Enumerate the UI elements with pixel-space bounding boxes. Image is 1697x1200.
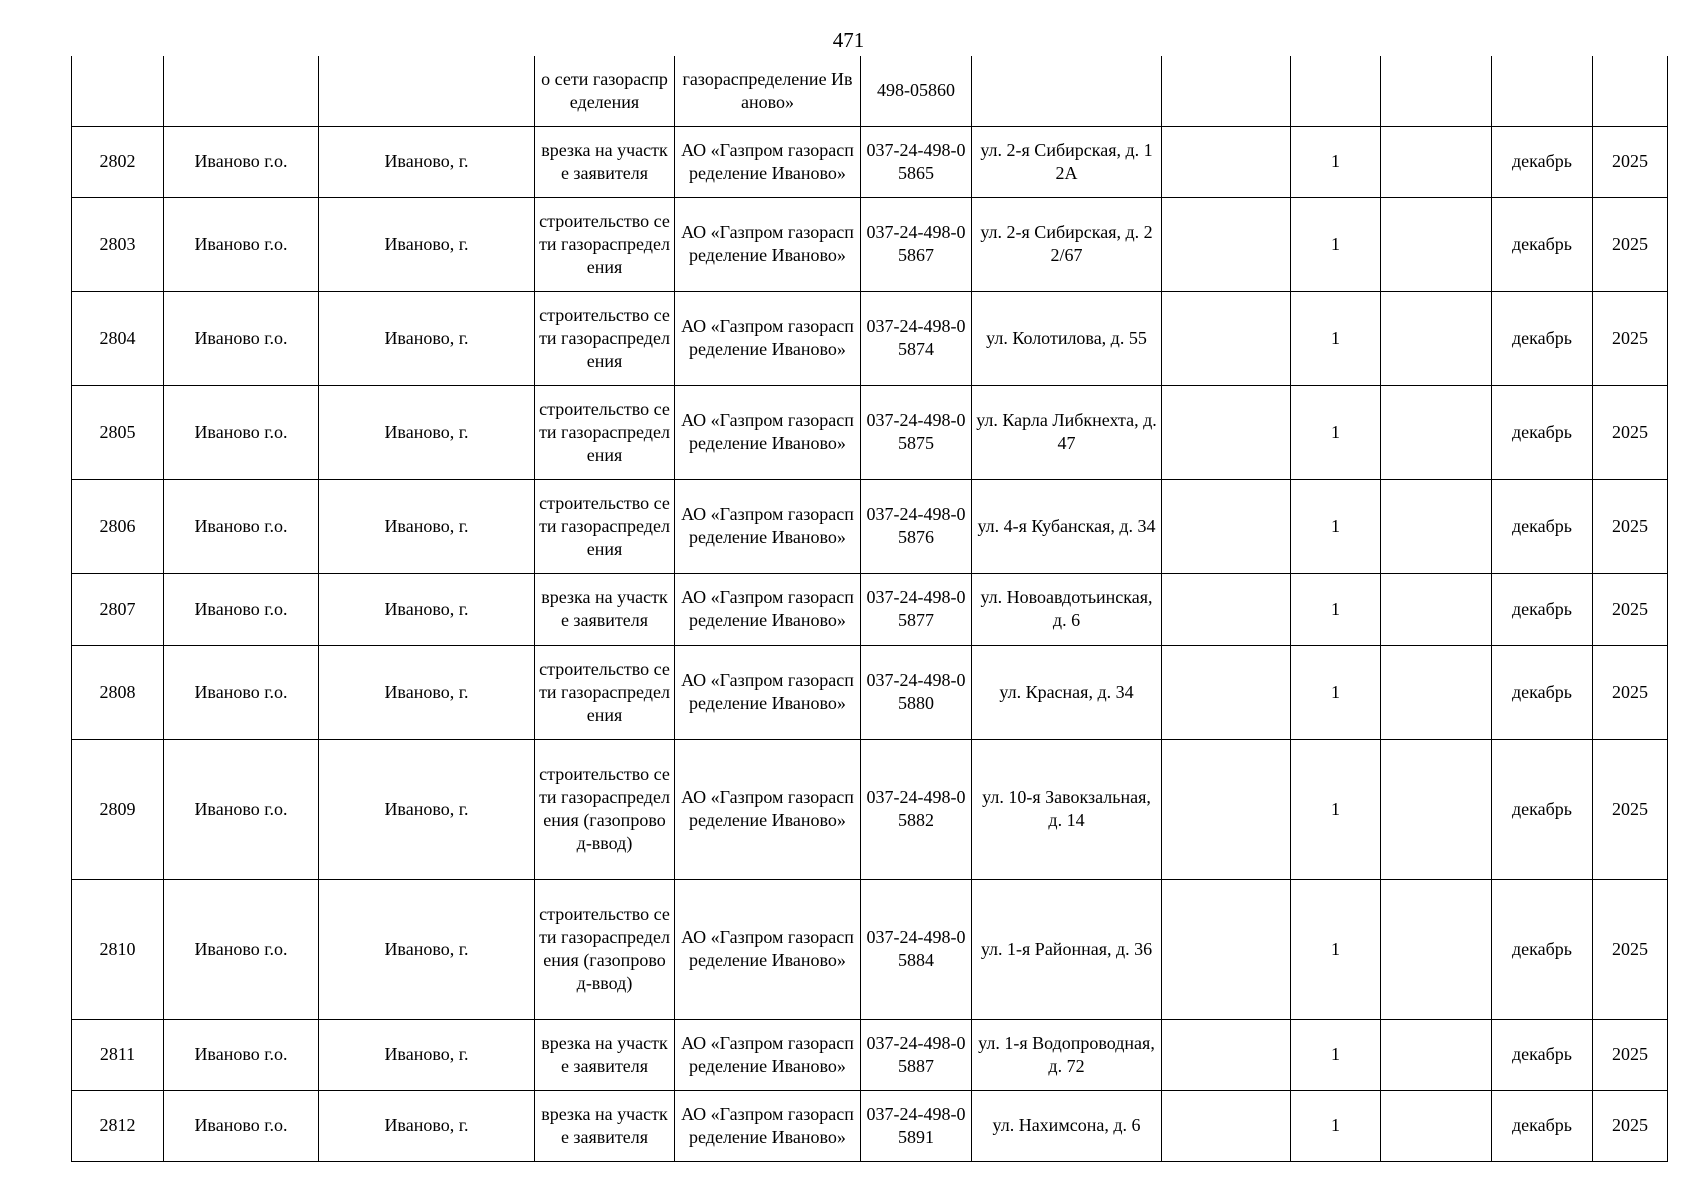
cell-month <box>1492 56 1593 126</box>
cell-col8 <box>1162 197 1291 291</box>
cell-organization: АО «Газпром газораспределение Иваново» <box>675 291 861 385</box>
cell-quantity: 1 <box>1291 879 1381 1019</box>
cell-quantity: 1 <box>1291 126 1381 197</box>
cell-organization: АО «Газпром газораспределение Иваново» <box>675 573 861 645</box>
cell-address: ул. Нахимсона, д. 6 <box>972 1090 1162 1161</box>
cell-district: Иваново г.о. <box>164 879 319 1019</box>
cell-district: Иваново г.о. <box>164 573 319 645</box>
cell-year: 2025 <box>1593 573 1668 645</box>
cell-work-type: строительство сети газораспределения <box>535 197 675 291</box>
cell-quantity: 1 <box>1291 739 1381 879</box>
cell-col10 <box>1381 739 1492 879</box>
cell-settlement: Иваново, г. <box>319 1090 535 1161</box>
cell-quantity: 1 <box>1291 645 1381 739</box>
cell-address: ул. 10-я Завокзальная, д. 14 <box>972 739 1162 879</box>
cell-district: Иваново г.о. <box>164 479 319 573</box>
cell-quantity: 1 <box>1291 385 1381 479</box>
cell-work-type: строительство сети газораспределения (газопровод-ввод) <box>535 879 675 1019</box>
table-row <box>72 739 1668 879</box>
cell-number: 2806 <box>72 479 164 573</box>
table-row <box>72 1090 1668 1161</box>
cell-work-type: врезка на участке заявителя <box>535 1090 675 1161</box>
cell-settlement: Иваново, г. <box>319 479 535 573</box>
cell-registry-number: 037-24-498-05865 <box>861 126 972 197</box>
cell-col10 <box>1381 56 1492 126</box>
cell-col8 <box>1162 126 1291 197</box>
cell-address: ул. Новоавдотьинская, д. 6 <box>972 573 1162 645</box>
cell-month: декабрь <box>1492 197 1593 291</box>
cell-col8 <box>1162 1090 1291 1161</box>
cell-number: 2809 <box>72 739 164 879</box>
cell-registry-number: 037-24-498-05876 <box>861 479 972 573</box>
cell-work-type: строительство сети газораспределения <box>535 645 675 739</box>
cell-year: 2025 <box>1593 739 1668 879</box>
cell-col10 <box>1381 479 1492 573</box>
cell-month: декабрь <box>1492 739 1593 879</box>
cell-registry-number: 037-24-498-05884 <box>861 879 972 1019</box>
table-row <box>72 126 1668 197</box>
cell-year: 2025 <box>1593 1019 1668 1090</box>
cell-work-type: строительство сети газораспределения <box>535 385 675 479</box>
cell-district <box>164 56 319 126</box>
cell-settlement: Иваново, г. <box>319 739 535 879</box>
cell-year: 2025 <box>1593 385 1668 479</box>
cell-registry-number: 037-24-498-05874 <box>861 291 972 385</box>
cell-address <box>972 56 1162 126</box>
cell-col8 <box>1162 739 1291 879</box>
cell-district: Иваново г.о. <box>164 1090 319 1161</box>
cell-col8 <box>1162 645 1291 739</box>
cell-year: 2025 <box>1593 197 1668 291</box>
cell-month: декабрь <box>1492 573 1593 645</box>
cell-number: 2811 <box>72 1019 164 1090</box>
cell-number: 2802 <box>72 126 164 197</box>
cell-number: 2805 <box>72 385 164 479</box>
cell-col8 <box>1162 291 1291 385</box>
cell-work-type: врезка на участке заявителя <box>535 126 675 197</box>
cell-col8 <box>1162 385 1291 479</box>
cell-district: Иваново г.о. <box>164 739 319 879</box>
cell-col8 <box>1162 573 1291 645</box>
cell-number: 2804 <box>72 291 164 385</box>
registry-table <box>71 56 1668 1162</box>
cell-work-type: строительство сети газораспределения <box>535 479 675 573</box>
cell-registry-number: 037-24-498-05891 <box>861 1090 972 1161</box>
cell-organization: АО «Газпром газораспределение Иваново» <box>675 879 861 1019</box>
cell-address: ул. 1-я Районная, д. 36 <box>972 879 1162 1019</box>
cell-number: 2807 <box>72 573 164 645</box>
table-row <box>72 1019 1668 1090</box>
cell-work-type: строительство сети газораспределения (газопровод-ввод) <box>535 739 675 879</box>
cell-year: 2025 <box>1593 126 1668 197</box>
cell-registry-number: 037-24-498-05880 <box>861 645 972 739</box>
cell-district: Иваново г.о. <box>164 126 319 197</box>
cell-settlement: Иваново, г. <box>319 645 535 739</box>
table-row <box>72 291 1668 385</box>
cell-number: 2803 <box>72 197 164 291</box>
cell-organization: АО «Газпром газораспределение Иваново» <box>675 479 861 573</box>
cell-number <box>72 56 164 126</box>
cell-registry-number: 498-05860 <box>861 56 972 126</box>
cell-organization: АО «Газпром газораспределение Иваново» <box>675 385 861 479</box>
cell-organization: АО «Газпром газораспределение Иваново» <box>675 126 861 197</box>
cell-col10 <box>1381 126 1492 197</box>
table-row-continued <box>72 56 1668 126</box>
cell-quantity: 1 <box>1291 1019 1381 1090</box>
cell-district: Иваново г.о. <box>164 1019 319 1090</box>
cell-address: ул. Колотилова, д. 55 <box>972 291 1162 385</box>
cell-month: декабрь <box>1492 385 1593 479</box>
cell-col10 <box>1381 197 1492 291</box>
cell-number: 2810 <box>72 879 164 1019</box>
cell-col8 <box>1162 479 1291 573</box>
cell-district: Иваново г.о. <box>164 645 319 739</box>
cell-year: 2025 <box>1593 1090 1668 1161</box>
cell-col10 <box>1381 645 1492 739</box>
cell-district: Иваново г.о. <box>164 197 319 291</box>
cell-quantity: 1 <box>1291 291 1381 385</box>
cell-district: Иваново г.о. <box>164 385 319 479</box>
cell-address: ул. 2-я Сибирская, д. 12А <box>972 126 1162 197</box>
cell-quantity: 1 <box>1291 1090 1381 1161</box>
cell-quantity: 1 <box>1291 479 1381 573</box>
table-row <box>72 197 1668 291</box>
cell-quantity: 1 <box>1291 197 1381 291</box>
cell-year: 2025 <box>1593 879 1668 1019</box>
page-number: 471 <box>832 28 865 52</box>
cell-month: декабрь <box>1492 879 1593 1019</box>
cell-address: ул. 4-я Кубанская, д. 34 <box>972 479 1162 573</box>
cell-settlement: Иваново, г. <box>319 879 535 1019</box>
cell-col10 <box>1381 573 1492 645</box>
table-row <box>72 573 1668 645</box>
cell-address: ул. 2-я Сибирская, д. 22/67 <box>972 197 1162 291</box>
table-row <box>72 385 1668 479</box>
cell-organization: АО «Газпром газораспределение Иваново» <box>675 739 861 879</box>
cell-month: декабрь <box>1492 126 1593 197</box>
cell-month: декабрь <box>1492 1019 1593 1090</box>
cell-organization: АО «Газпром газораспределение Иваново» <box>675 1019 861 1090</box>
cell-address: ул. Карла Либкнехта, д. 47 <box>972 385 1162 479</box>
cell-col10 <box>1381 1019 1492 1090</box>
cell-year: 2025 <box>1593 479 1668 573</box>
cell-col10 <box>1381 879 1492 1019</box>
cell-quantity <box>1291 56 1381 126</box>
cell-col10 <box>1381 1090 1492 1161</box>
cell-settlement <box>319 56 535 126</box>
cell-month: декабрь <box>1492 645 1593 739</box>
cell-col8 <box>1162 879 1291 1019</box>
cell-month: декабрь <box>1492 479 1593 573</box>
cell-settlement: Иваново, г. <box>319 1019 535 1090</box>
cell-settlement: Иваново, г. <box>319 573 535 645</box>
table-row <box>72 645 1668 739</box>
cell-organization: газораспределение Иваново» <box>675 56 861 126</box>
cell-month: декабрь <box>1492 291 1593 385</box>
cell-district: Иваново г.о. <box>164 291 319 385</box>
cell-col8 <box>1162 56 1291 126</box>
cell-year: 2025 <box>1593 645 1668 739</box>
cell-number: 2812 <box>72 1090 164 1161</box>
cell-registry-number: 037-24-498-05882 <box>861 739 972 879</box>
cell-year <box>1593 56 1668 126</box>
cell-work-type: врезка на участке заявителя <box>535 573 675 645</box>
cell-work-type: строительство сети газораспределения <box>535 291 675 385</box>
cell-organization: АО «Газпром газораспределение Иваново» <box>675 645 861 739</box>
table-row <box>72 479 1668 573</box>
cell-month: декабрь <box>1492 1090 1593 1161</box>
cell-registry-number: 037-24-498-05875 <box>861 385 972 479</box>
cell-organization: АО «Газпром газораспределение Иваново» <box>675 197 861 291</box>
cell-settlement: Иваново, г. <box>319 291 535 385</box>
cell-col10 <box>1381 385 1492 479</box>
cell-registry-number: 037-24-498-05877 <box>861 573 972 645</box>
cell-address: ул. 1-я Водопроводная, д. 72 <box>972 1019 1162 1090</box>
cell-col8 <box>1162 1019 1291 1090</box>
cell-col10 <box>1381 291 1492 385</box>
cell-organization: АО «Газпром газораспределение Иваново» <box>675 1090 861 1161</box>
cell-quantity: 1 <box>1291 573 1381 645</box>
cell-registry-number: 037-24-498-05867 <box>861 197 972 291</box>
cell-registry-number: 037-24-498-05887 <box>861 1019 972 1090</box>
cell-year: 2025 <box>1593 291 1668 385</box>
cell-number: 2808 <box>72 645 164 739</box>
cell-address: ул. Красная, д. 34 <box>972 645 1162 739</box>
cell-settlement: Иваново, г. <box>319 385 535 479</box>
cell-settlement: Иваново, г. <box>319 197 535 291</box>
cell-work-type: врезка на участке заявителя <box>535 1019 675 1090</box>
cell-work-type: о сети газораспределения <box>535 56 675 126</box>
table-row <box>72 879 1668 1019</box>
table-body <box>72 56 1668 1161</box>
cell-settlement: Иваново, г. <box>319 126 535 197</box>
